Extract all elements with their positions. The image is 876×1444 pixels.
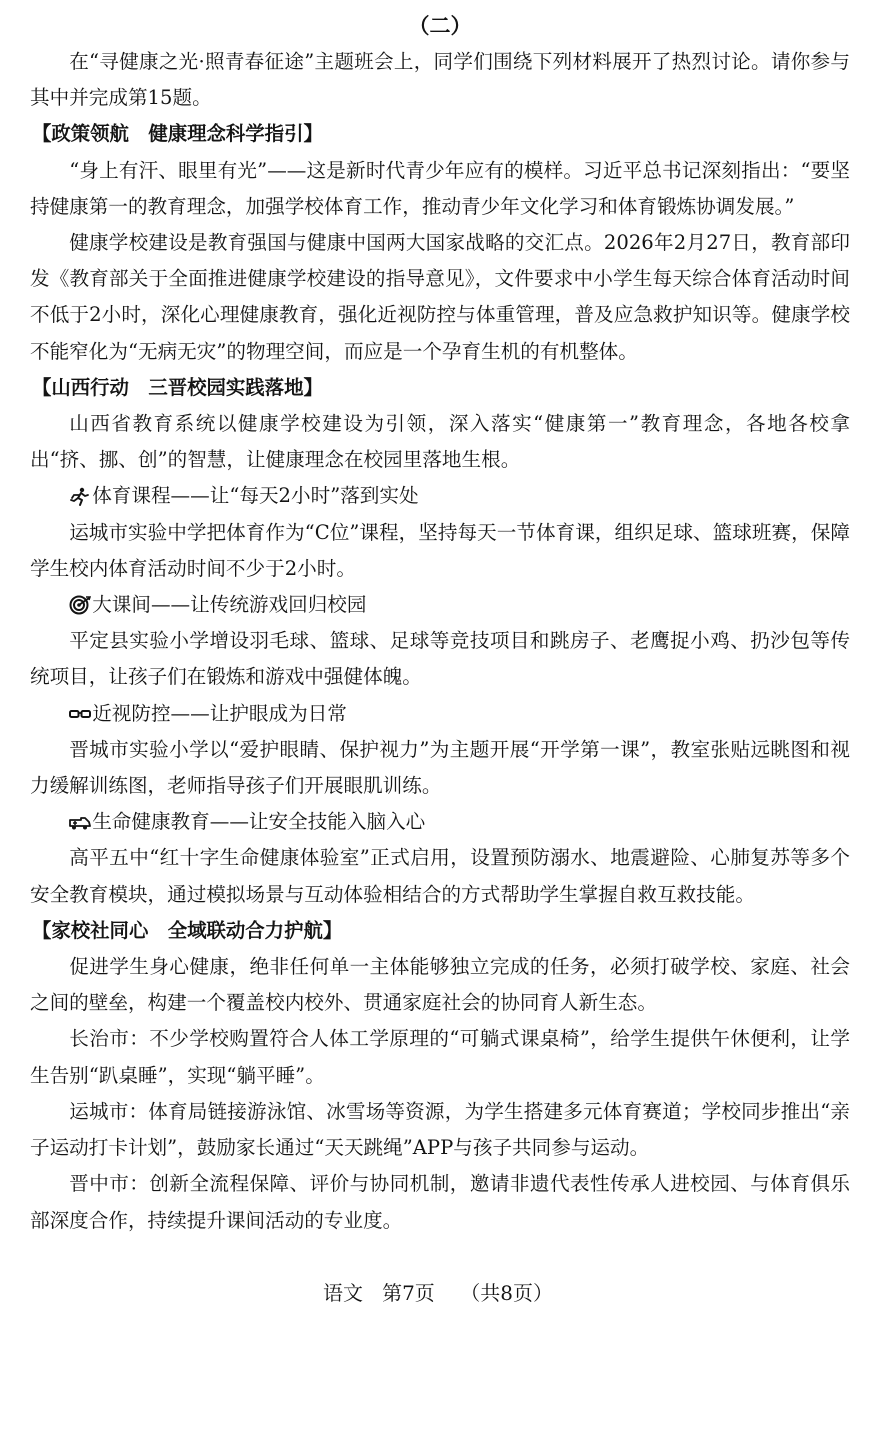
item-text-myopia: 晋城市实验小学以“爱护眼睛、保护视力”为主题开展“开学第一课”，教室张贴远眺图和视力缓解训练图，老师指导孩子们开展眼肌训练。 xyxy=(30,737,850,798)
item-heading-pe-course xyxy=(30,478,850,514)
target-icon xyxy=(69,595,91,615)
runner-icon xyxy=(69,487,91,507)
footer-page-number: 第7页 xyxy=(382,1281,435,1305)
part-title: （二） xyxy=(408,13,472,38)
section-heading-shanxi: 【山西行动 三晋校园实践落地】 xyxy=(32,375,323,399)
item-text-break: 平定县实验小学增设羽毛球、篮球、足球等竞技项目和跳房子、老鹰捉小鸡、扔沙包等传统项目，让孩子们在锻炼和游戏中强健体魄。 xyxy=(30,629,850,689)
page-footer xyxy=(0,1278,876,1308)
ambulance-icon xyxy=(69,812,91,832)
policy-paragraph-2: 健康学校建设是教育强国与健康中国两大国家战略的交汇点。2026年2月27日，教育部印发《教育部关于全面推进健康学校建设的指导意见》，文件要求中小学生每天综合体育活动时间不低于2小时，深化心理健康教育，强化近视防控与体重管理，普及应急救护知识等。健康学校不能窄化为“无病无灾”的物理空间，而应是一个孕育生机的有机整体。 xyxy=(30,231,850,363)
item-text-life-health: 高平五中“红十字生命健康体验室”正式启用，设置预防溺水、地震避险、心肺复苏等多个安全教育模块，通过模拟场景与互动体验相结合的方式帮助学生掌握自救互救技能。 xyxy=(30,846,850,906)
item-title: 近视防控——让护眼成为日常 xyxy=(92,701,347,725)
footer-subject: 语文 xyxy=(323,1281,363,1305)
item-text-pe-course: 运城市实验中学把体育作为“C位”课程，坚持每天一节体育课，组织足球、篮球班赛，保障学生校内体育活动时间不少于2小时。 xyxy=(30,520,850,580)
item-heading-myopia xyxy=(30,696,850,732)
shanxi-intro-paragraph: 山西省教育系统以健康学校建设为引领，深入落实“健康第一”教育理念，各地各校拿出“挤、挪、创”的智慧，让健康理念在校园里落地生根。 xyxy=(30,412,850,472)
section-heading-policy: 【政策领航 健康理念科学指引】 xyxy=(32,122,323,146)
item-title: 生命健康教育——让安全技能入脑入心 xyxy=(92,810,426,834)
section-heading-home-school: 【家校社同心 全域联动合力护航】 xyxy=(32,918,343,942)
item-heading-life-health xyxy=(30,804,850,840)
home-school-paragraph-jinzhong: 晋中市：创新全流程保障、评价与协同机制，邀请非遗代表性传承人进校园、与体育俱乐部深度合作，持续提升课间活动的专业度。 xyxy=(30,1172,850,1232)
footer-total-pages: （共8页） xyxy=(460,1281,553,1305)
intro-paragraph: 在“寻健康之光·照青春征途”主题班会上，同学们围绕下列材料展开了热烈讨论。请你参与其中并完成第15题。 xyxy=(30,50,850,110)
policy-paragraph-1: “身上有汗、眼里有光”——这是新时代青少年应有的模样。习近平总书记深刻指出：“要坚持健康第一的教育理念，加强学校体育工作，推动青少年文化学习和体育锻炼协调发展。” xyxy=(30,158,850,218)
item-title: 体育课程——让“每天2小时”落到实处 xyxy=(92,484,419,508)
item-title: 大课间——让传统游戏回归校园 xyxy=(92,593,367,617)
glasses-icon xyxy=(69,704,91,724)
item-heading-break xyxy=(30,587,850,623)
home-school-paragraph-changzhi: 长治市：不少学校购置符合人体工学原理的“可躺式课桌椅”，给学生提供午休便利，让学生告别“趴桌睡”，实现“躺平睡”。 xyxy=(30,1027,850,1087)
home-school-paragraph-1: 促进学生身心健康，绝非任何单一主体能够独立完成的任务，必须打破学校、家庭、社会之间的壁垒，构建一个覆盖校内校外、贯通家庭社会的协同育人新生态。 xyxy=(30,955,850,1015)
home-school-paragraph-yuncheng: 运城市：体育局链接游泳馆、冰雪场等资源，为学生搭建多元体育赛道；学校同步推出“亲子运动打卡计划”，鼓励家长通过“天天跳绳”APP与孩子共同参与运动。 xyxy=(30,1099,850,1160)
